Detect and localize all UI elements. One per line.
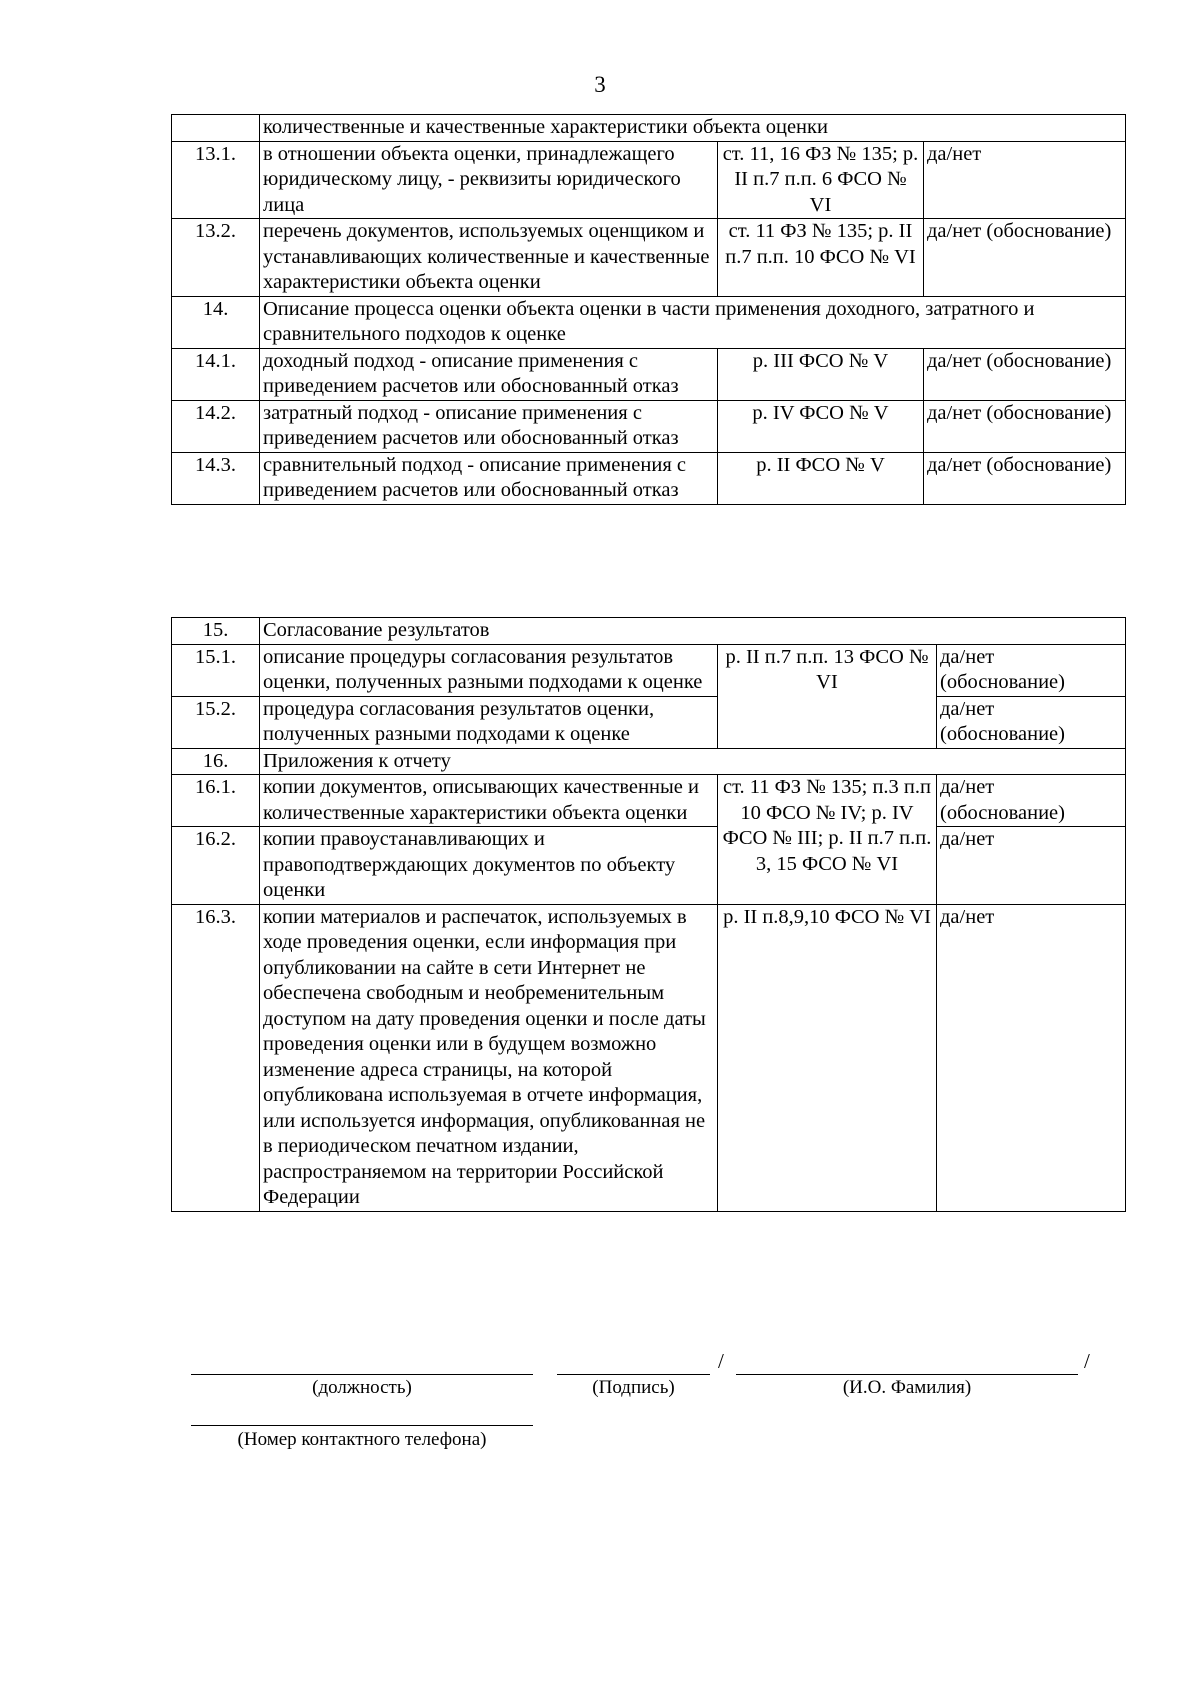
row-reference: р. III ФСО № V — [718, 348, 924, 400]
table-row-15 — [172, 618, 1126, 645]
table-row — [172, 141, 1126, 219]
row-number: 14. — [172, 296, 260, 348]
table-row-16-2 — [172, 827, 1126, 905]
table-row — [172, 348, 1126, 400]
checklist-table-part2 — [171, 617, 1126, 1212]
row-number: 14.1. — [172, 348, 260, 400]
row-description: в отношении объекта оценки, принадлежащего юридическому лицу, - реквизиты юридического лица — [260, 141, 718, 219]
row-reference: ст. 11 ФЗ № 135; р. II п.7 п.п. 10 ФСО № VI — [718, 219, 924, 297]
table-row — [172, 400, 1126, 452]
row-description: копии материалов и распечаток, используемых в ходе проведения оценки, если информация при опубликовании на сайте в сети Интернет не обеспечена свободным и необременительным доступом на дату проведения оценки и после даты проведения оценки или в будущем возможно изменение адреса страницы, на которой опубликована используемая в отчете информация, или используется информация, опубликованная не в периодическом печатном издании, распространяемом на территории Российской Федерации — [260, 904, 718, 1211]
row-number — [172, 115, 260, 142]
row-number: 16.2. — [172, 827, 260, 905]
table-row — [172, 219, 1126, 297]
signature-line — [557, 1374, 710, 1375]
row-description: процедура согласования результатов оценки, полученных разными подходами к оценке — [260, 696, 718, 748]
row-description: копии документов, описывающих качественные и количественные характеристики объекта оценки — [260, 775, 718, 827]
name-label: (И.О. Фамилия) — [842, 1377, 972, 1398]
row-description: затратный подход - описание применения с приведением расчетов или обоснованный отказ — [260, 400, 718, 452]
table-row-16 — [172, 748, 1126, 775]
row-number: 15. — [172, 618, 260, 645]
row-reference: ст. 11, 16 ФЗ № 135; р. II п.7 п.п. 6 ФСО № VI — [718, 141, 924, 219]
slash-separator: / — [1084, 1349, 1090, 1373]
row-answer: да/нет — [924, 141, 1126, 219]
row-number: 13.1. — [172, 141, 260, 219]
row-reference: ст. 11 ФЗ № 135; п.3 п.п 10 ФСО № IV; р. IV ФСО № III; р. II п.7 п.п. 3, 15 ФСО № VI — [718, 775, 937, 905]
row-description: Согласование результатов — [260, 618, 1126, 645]
row-description: копии правоустанавливающих и правоподтверждающих документов по объекту оценки — [260, 827, 718, 905]
row-answer: да/нет — [937, 904, 1126, 1211]
row-answer: да/нет (обоснование) — [924, 348, 1126, 400]
row-description: Приложения к отчету — [260, 748, 1126, 775]
row-answer: да/нет (обоснование) — [924, 452, 1126, 504]
row-number: 14.3. — [172, 452, 260, 504]
position-line — [191, 1374, 533, 1375]
row-number: 15.1. — [172, 644, 260, 696]
row-number: 16.1. — [172, 775, 260, 827]
table-row-16-3 — [172, 904, 1126, 1211]
table-row-15-1 — [172, 644, 1126, 696]
row-number: 13.2. — [172, 219, 260, 297]
row-number: 15.2. — [172, 696, 260, 748]
row-answer: да/нет (обоснование) — [924, 219, 1126, 297]
page-number: 3 — [594, 72, 606, 97]
row-description: доходный подход - описание применения с приведением расчетов или обоснованный отказ — [260, 348, 718, 400]
signature-label: (Подпись) — [592, 1377, 675, 1398]
row-description: перечень документов, используемых оценщиком и устанавливающих количественные и качественные характеристики объекта оценки — [260, 219, 718, 297]
row-reference: р. II п.7 п.п. 13 ФСО № VI — [718, 644, 937, 748]
table-row — [172, 296, 1126, 348]
table-row-15-2 — [172, 696, 1126, 748]
row-answer: да/нет (обоснование) — [937, 775, 1126, 827]
row-description: описание процедуры согласования результатов оценки, полученных разными подходами к оценке — [260, 644, 718, 696]
name-line — [736, 1374, 1078, 1375]
row-number: 16.3. — [172, 904, 260, 1211]
row-reference: р. IV ФСО № V — [718, 400, 924, 452]
row-number: 16. — [172, 748, 260, 775]
row-description: Описание процесса оценки объекта оценки в части применения доходного, затратного и сравнительного подходов к оценке — [260, 296, 1126, 348]
row-answer: да/нет — [937, 827, 1126, 905]
table-row — [172, 115, 1126, 142]
row-reference: р. II п.8,9,10 ФСО № VI — [718, 904, 937, 1211]
slash-separator: / — [718, 1349, 724, 1373]
phone-line — [191, 1425, 533, 1426]
table-row — [172, 452, 1126, 504]
row-answer: да/нет (обоснование) — [924, 400, 1126, 452]
table-row-16-1 — [172, 775, 1126, 827]
position-label: (должность) — [312, 1377, 412, 1398]
row-answer: да/нет (обоснование) — [937, 644, 1126, 696]
row-description: сравнительный подход - описание применения с приведением расчетов или обоснованный отказ — [260, 452, 718, 504]
row-answer: да/нет (обоснование) — [937, 696, 1126, 748]
row-number: 14.2. — [172, 400, 260, 452]
phone-label: (Номер контактного телефона) — [237, 1429, 487, 1450]
checklist-table-part1 — [171, 114, 1126, 505]
row-reference: р. II ФСО № V — [718, 452, 924, 504]
row-description: количественные и качественные характеристики объекта оценки — [260, 115, 1126, 142]
